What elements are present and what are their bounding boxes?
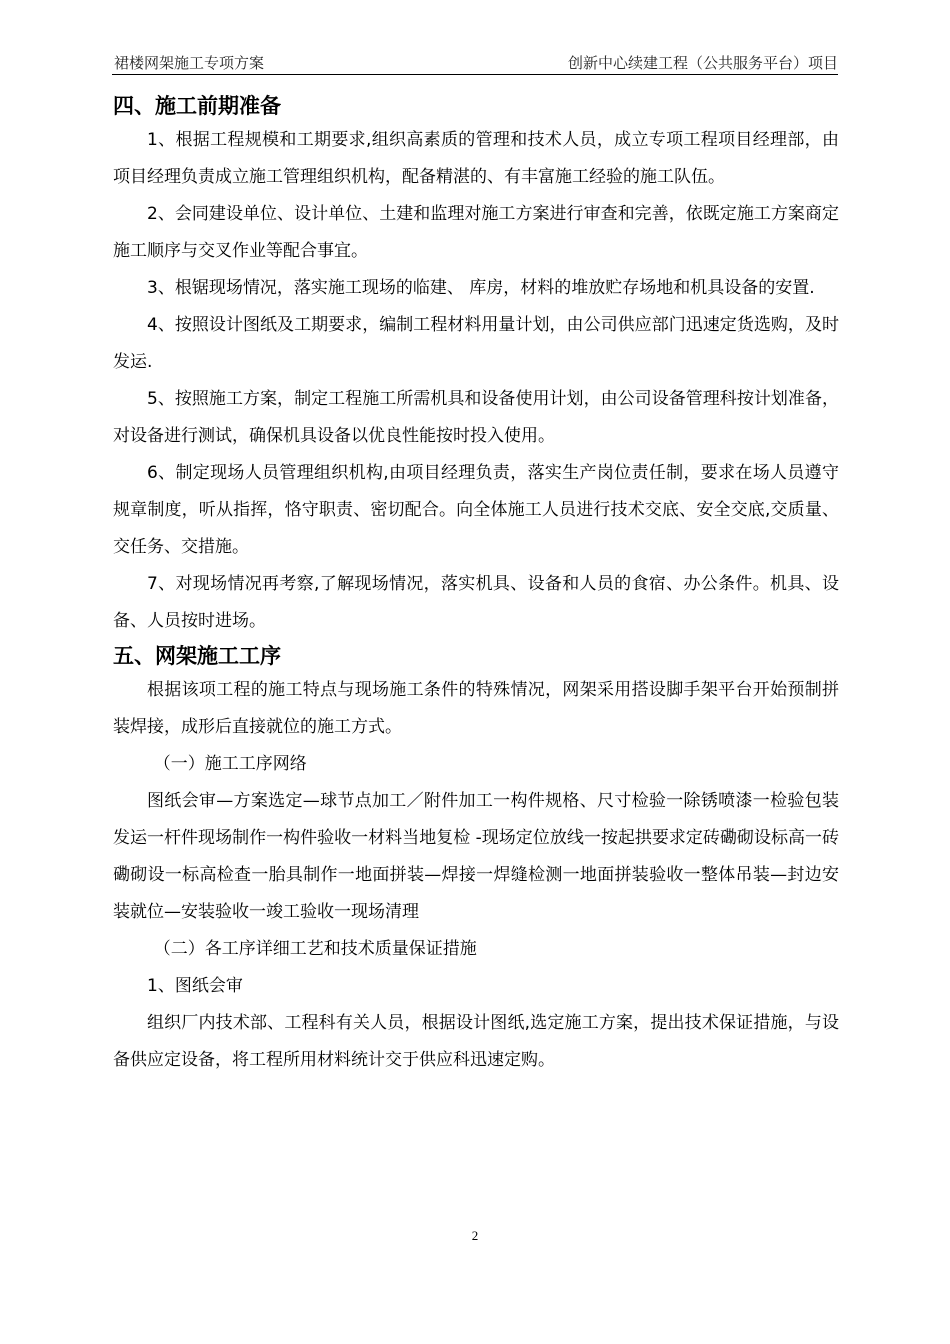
paragraph-process-network: 图纸会审—方案选定—球节点加工／附件加工一构件规格、尺寸检验一除锈喷漆一检验包装发运一杆件现场制作一构件验收一材料当地复检 -现场定位放线一按起拱要求定砖磡砌设标高一砖磡砌设一标高检查一胎具制作一地面拼装—焊接一焊缝检测一地面拼装验收一整体吊装—封边安装就位—安装验收一竣工验收一现场清理 [113, 791, 839, 922]
paragraph-prep-3: 3、根锯现场情况，落实施工现场的临建、 库房，材料的堆放贮存场地和机具设备的安置. [147, 278, 815, 298]
paragraph-prep-1: 1、根据工程规模和工期要求,组织高素质的管理和技术人员，成立专项工程项目经理部，由项目经理负责成立施工管理组织机构，配备精湛的、有丰富施工经验的施工队伍。 [113, 130, 839, 187]
page-content [113, 90, 839, 1079]
item-heading-drawing-review: 1、图纸会审 [147, 976, 243, 996]
subheading-process-network: （一）施工工序网络 [153, 754, 307, 774]
paragraph-prep-2: 2、会同建设单位、设计单位、土建和监理对施工方案进行审查和完善，依既定施工方案商定施工顺序与交叉作业等配合事宜。 [113, 204, 839, 261]
section-heading-procedure: 五、网架施工工序 [113, 644, 281, 668]
paragraph-prep-6: 6、制定现场人员管理组织机构,由项目经理负责，落实生产岗位责任制，要求在场人员遵守规章制度，听从指挥，恪守职责、密切配合。向全体施工人员进行技术交底、安全交底,交质量、交任务、交措施。 [113, 463, 839, 557]
header-project-name: 创新中心续建工程（公共服务平台）项目 [567, 54, 838, 72]
paragraph-prep-5: 5、按照施工方案，制定工程施工所需机具和设备使用计划，由公司设备管理科按计划准备，对设备进行测试，确保机具设备以优良性能按时投入使用。 [113, 389, 839, 446]
page-header [112, 52, 838, 75]
paragraph-prep-7: 7、对现场情况再考察,了解现场情况，落实机具、设备和人员的食宿、办公条件。机具、设备、人员按时进场。 [113, 574, 839, 631]
section-heading-preparation: 四、施工前期准备 [113, 94, 281, 118]
paragraph-procedure-intro: 根据该项工程的施工特点与现场施工条件的特殊情况，网架采用搭设脚手架平台开始预制拼装焊接，成形后直接就位的施工方式。 [113, 680, 839, 737]
paragraph-prep-4: 4、按照设计图纸及工期要求，编制工程材料用量计划，由公司供应部门迅速定货选购，及时发运. [113, 315, 839, 372]
header-document-title: 裙楼网架施工专项方案 [114, 54, 265, 72]
subheading-quality-measures: （二）各工序详细工艺和技术质量保证措施 [153, 939, 477, 959]
paragraph-drawing-review: 组织厂内技术部、工程科有关人员，根据设计图纸,选定施工方案，提出技术保证措施，与设备供应定设备，将工程所用材料统计交于供应科迅速定购。 [113, 1013, 839, 1070]
page-number: 2 [471, 1228, 479, 1243]
